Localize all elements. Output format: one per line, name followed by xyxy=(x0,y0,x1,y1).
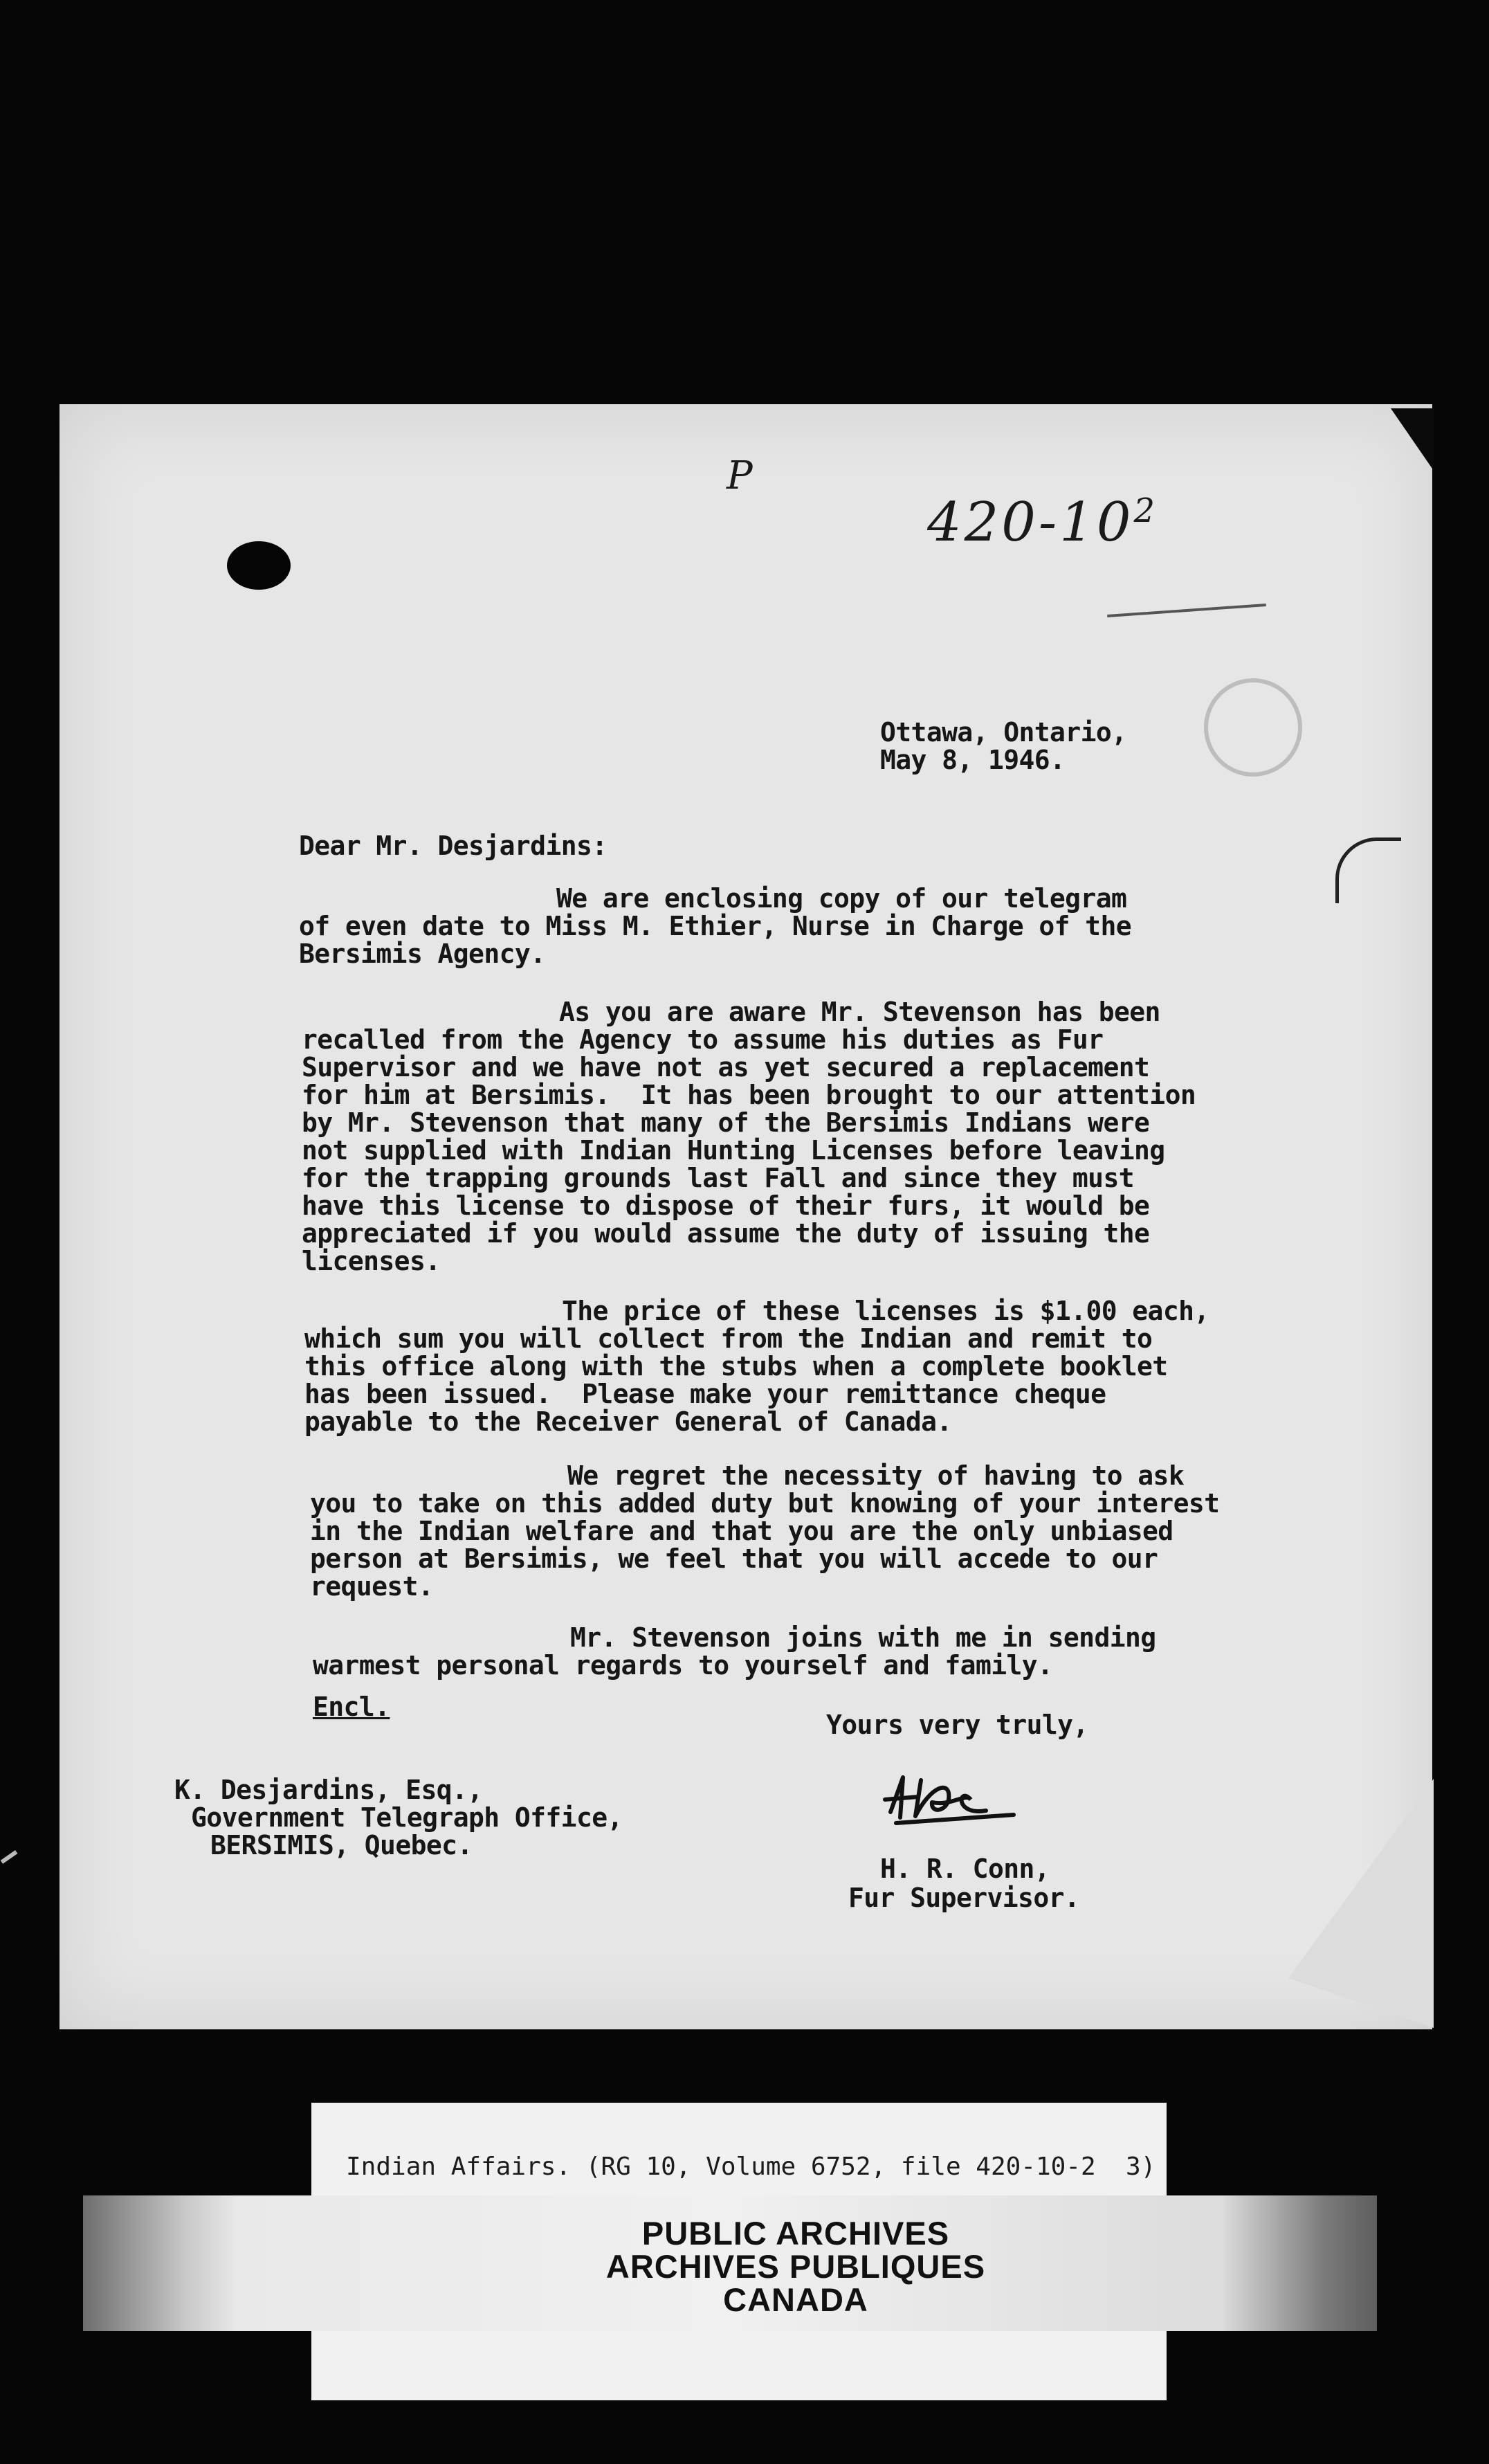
text-line: Mr. Stevenson joins with me in sending xyxy=(570,1622,1156,1653)
paragraph-2 xyxy=(302,998,1196,1275)
date-city: Ottawa, Ontario, xyxy=(880,717,1127,748)
text-line: recalled from the Agency to assume his duties as Fur xyxy=(302,1024,1104,1055)
address-line: BERSIMIS, Quebec. xyxy=(210,1830,473,1860)
text-line: request. xyxy=(310,1571,434,1602)
stamp-line: PUBLIC ARCHIVES xyxy=(641,2215,950,2252)
text-line: payable to the Receiver General of Canada. xyxy=(304,1406,952,1437)
text-line: not supplied with Indian Hunting Licenses before leaving xyxy=(302,1135,1165,1166)
handwritten-file-number xyxy=(927,491,1158,554)
file-number-sup: 2 xyxy=(1133,491,1158,530)
handwritten-mark: P xyxy=(727,453,753,498)
handwritten-signature xyxy=(882,1772,1021,1830)
enclosure-note: Encl. xyxy=(313,1692,390,1722)
text-line: We are enclosing copy of our telegram xyxy=(556,883,1127,914)
signer-title: Fur Supervisor. xyxy=(848,1883,1080,1913)
file-number-text: 420-10 xyxy=(927,491,1134,554)
text-line: The price of these licenses is $1.00 each, xyxy=(562,1296,1209,1326)
address-line: K. Desjardins, Esq., xyxy=(174,1775,483,1805)
paragraph-1 xyxy=(299,885,1131,968)
date: May 8, 1946. xyxy=(880,745,1066,775)
text-line: this office along with the stubs when a complete booklet xyxy=(304,1351,1168,1382)
text-line: person at Bersimis, we feel that you will accede to our xyxy=(310,1543,1158,1574)
text-line: for him at Bersimis. It has been brought to our attention xyxy=(302,1080,1196,1110)
closing: Yours very truly, xyxy=(826,1710,1088,1740)
addressee-block xyxy=(174,1776,623,1859)
text-line: We regret the necessity of having to ask xyxy=(567,1460,1185,1491)
text-line: have this license to dispose of their furs, it would be xyxy=(302,1190,1150,1221)
paragraph-5 xyxy=(313,1624,1156,1679)
text-line: has been issued. Please make your remittance cheque xyxy=(304,1379,1106,1409)
text-line: Bersimis Agency. xyxy=(299,939,546,969)
text-line: warmest personal regards to yourself and family. xyxy=(313,1650,1053,1681)
public-archives-stamp xyxy=(457,2215,1135,2319)
text-line: appreciated if you would assume the duty of issuing the xyxy=(302,1218,1150,1249)
stamp-line: CANADA xyxy=(723,2281,868,2318)
text-line: of even date to Miss M. Ethier, Nurse in Charge of the xyxy=(299,911,1132,941)
text-line: As you are aware Mr. Stevenson has been xyxy=(559,997,1160,1027)
signer-name: H. R. Conn, xyxy=(880,1854,1050,1884)
text-line: by Mr. Stevenson that many of the Bersimis Indians were xyxy=(302,1107,1150,1138)
text-line: Supervisor and we have not as yet secured a replacement xyxy=(302,1052,1150,1082)
text-line: for the trapping grounds last Fall and since they must xyxy=(302,1163,1135,1193)
archive-reference: Indian Affairs. (RG 10, Volume 6752, file 420-10-2 3) xyxy=(346,2153,1156,2181)
text-line: licenses. xyxy=(302,1246,441,1276)
text-line: in the Indian welfare and that you are the only unbiased xyxy=(310,1516,1173,1546)
punch-hole xyxy=(227,541,291,590)
archive-bottom-label xyxy=(311,2331,1167,2400)
salutation: Dear Mr. Desjardins: xyxy=(299,831,608,861)
stamp-line: ARCHIVES PUBLIQUES xyxy=(605,2248,986,2285)
paragraph-4 xyxy=(310,1462,1219,1600)
address-line: Government Telegraph Office, xyxy=(191,1802,623,1833)
paragraph-3 xyxy=(304,1297,1209,1435)
text-line: you to take on this added duty but knowing of your interest xyxy=(310,1488,1220,1519)
text-line: which sum you will collect from the Indian and remit to xyxy=(304,1323,1153,1354)
